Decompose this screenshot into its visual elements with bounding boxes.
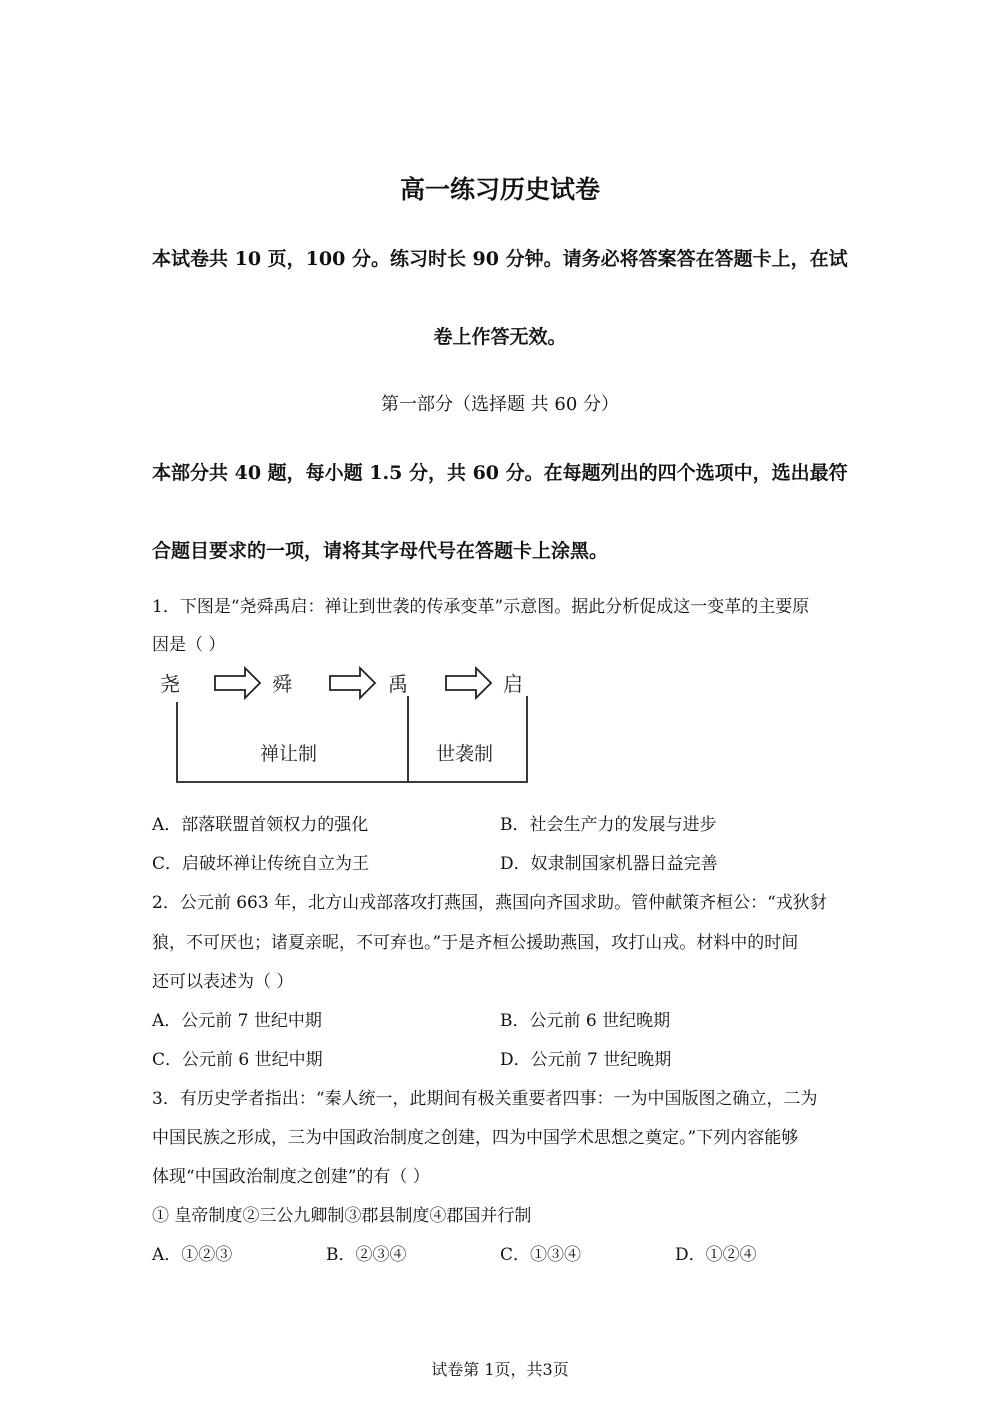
q3-option-d: D．①②④ (675, 1245, 757, 1265)
diagram-name-yao: 尧 (160, 672, 180, 696)
part1-instructions-line-1: 本部分共 40 题，每小题 1.5 分，共 60 分。在每题列出的四个选项中，选出最符 (152, 462, 848, 484)
q2-option-b: B．公元前 6 世纪晚期 (500, 1011, 671, 1031)
diagram-name-qi: 启 (503, 672, 523, 696)
q1-option-a: A．部落联盟首领权力的强化 (152, 815, 369, 835)
q3-stem-line-2: 中国民族之形成，三为中国政治制度之创建，四为中国学术思想之奠定。”下列内容能够 (152, 1128, 799, 1148)
q1-option-d: D．奴隶制国家机器日益完善 (500, 854, 718, 874)
diagram-label-hereditary: 世袭制 (436, 743, 494, 765)
arrow-right-icon (446, 668, 491, 698)
diagram-label-abdication: 禅让制 (260, 743, 318, 765)
q2-option-c: C．公元前 6 世纪中期 (152, 1050, 323, 1070)
q3-stem-line-3: 体现“中国政治制度之创建”的有（ ） (152, 1167, 430, 1187)
page-title: 高一练习历史试卷 (399, 175, 600, 204)
diagram-name-yu: 禹 (388, 672, 408, 696)
q2-option-a: A．公元前 7 世纪中期 (152, 1011, 322, 1031)
part1-heading: 第一部分（选择题 共 60 分） (380, 394, 620, 415)
diagram-bracket (177, 696, 527, 782)
q1-option-b: B．社会生产力的发展与进步 (500, 815, 717, 835)
arrow-right-icon (330, 668, 375, 698)
q2-stem-line-1: 2．公元前 663 年，北方山戎部落攻打燕国，燕国向齐国求助。管仲献策齐桓公：“戎狄豺 (152, 893, 827, 913)
q1-stem-line-1: 1．下图是“尧舜禹启：禅让到世袭的传承变革”示意图。据此分析促成这一变革的主要原 (152, 597, 810, 617)
q3-option-b: B．②③④ (326, 1245, 407, 1265)
q3-stem-line-1: 3．有历史学者指出：“秦人统一，此期间有极关重要者四事：一为中国版图之确立，二为 (152, 1089, 818, 1109)
q3-option-c: C．①③④ (500, 1245, 582, 1265)
succession-diagram (160, 662, 540, 787)
q2-stem-line-2: 狼，不可厌也；诸夏亲昵，不可弃也。”于是齐桓公援助燕国，攻打山戎。材料中的时间 (152, 933, 799, 953)
q2-option-d: D．公元前 7 世纪晚期 (500, 1050, 672, 1070)
q2-stem-line-3: 还可以表述为（ ） (152, 972, 294, 992)
intro-line-1: 本试卷共 10 页，100 分。练习时长 90 分钟。请务必将答案答在答题卡上，在试 (152, 248, 848, 270)
arrow-right-icon (215, 668, 260, 698)
part1-instructions-line-2: 合题目要求的一项，请将其字母代号在答题卡上涂黑。 (152, 540, 609, 562)
q3-items: ① 皇帝制度②三公九卿制③郡县制度④郡国并行制 (152, 1206, 532, 1226)
page-footer: 试卷第 1页，共3页 (431, 1360, 569, 1379)
q1-stem-line-2: 因是（ ） (152, 635, 226, 655)
q1-option-c: C．启破坏禅让传统自立为王 (152, 854, 370, 874)
q3-option-a: A．①②③ (152, 1245, 233, 1265)
intro-line-2: 卷上作答无效。 (433, 326, 567, 348)
diagram-name-shun: 舜 (272, 672, 292, 696)
